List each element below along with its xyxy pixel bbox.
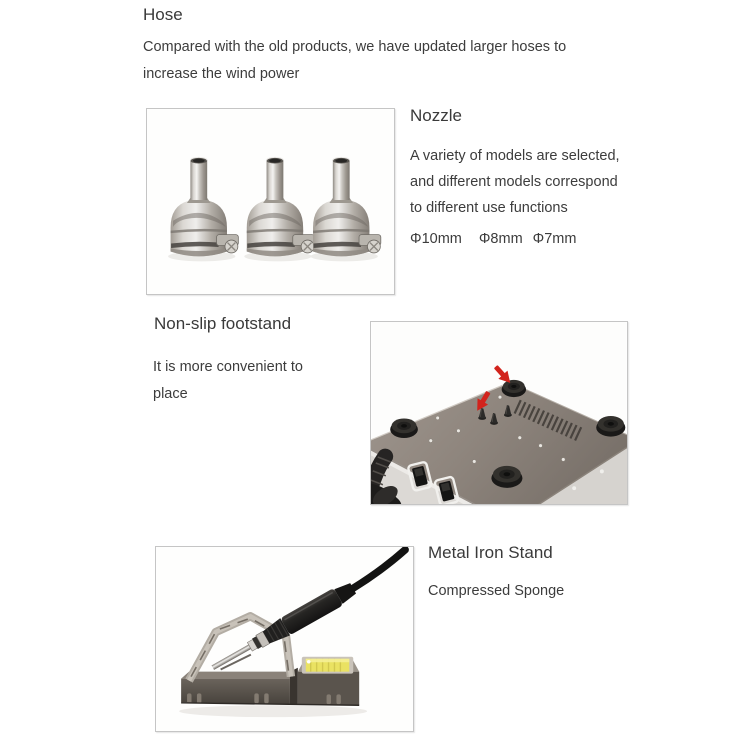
- hose-section-title: Hose: [143, 5, 183, 24]
- iron-stand-section-title: Metal Iron Stand: [428, 543, 553, 562]
- nozzle-section-body: A variety of models are selected, and different models correspond to different use functions: [410, 148, 620, 216]
- footstand-section-body: It is more convenient to place: [153, 359, 303, 402]
- soldering-iron-stand-illustration: [156, 547, 413, 731]
- nozzle-section-title: Nozzle: [410, 106, 462, 125]
- iron-stand-photo: [155, 546, 414, 732]
- footstand-section-title: Non-slip footstand: [154, 314, 292, 333]
- iron-stand-section-subtitle: Compressed Sponge: [428, 583, 565, 599]
- station-bottom-illustration: [371, 322, 627, 504]
- nozzle-sizes: [410, 231, 576, 247]
- footstand-photo: [370, 321, 628, 505]
- nozzle-size-10mm: Φ10mm: [410, 231, 462, 247]
- three-nozzles-illustration: [147, 109, 394, 294]
- hose-section-body: Compared with the old products, we have updated larger hoses to increase the wind power: [143, 39, 567, 82]
- nozzles-photo: [146, 108, 395, 295]
- nozzle-size-7mm: Φ7mm: [532, 231, 577, 247]
- nozzle-size-8mm: Φ8mm: [478, 231, 523, 247]
